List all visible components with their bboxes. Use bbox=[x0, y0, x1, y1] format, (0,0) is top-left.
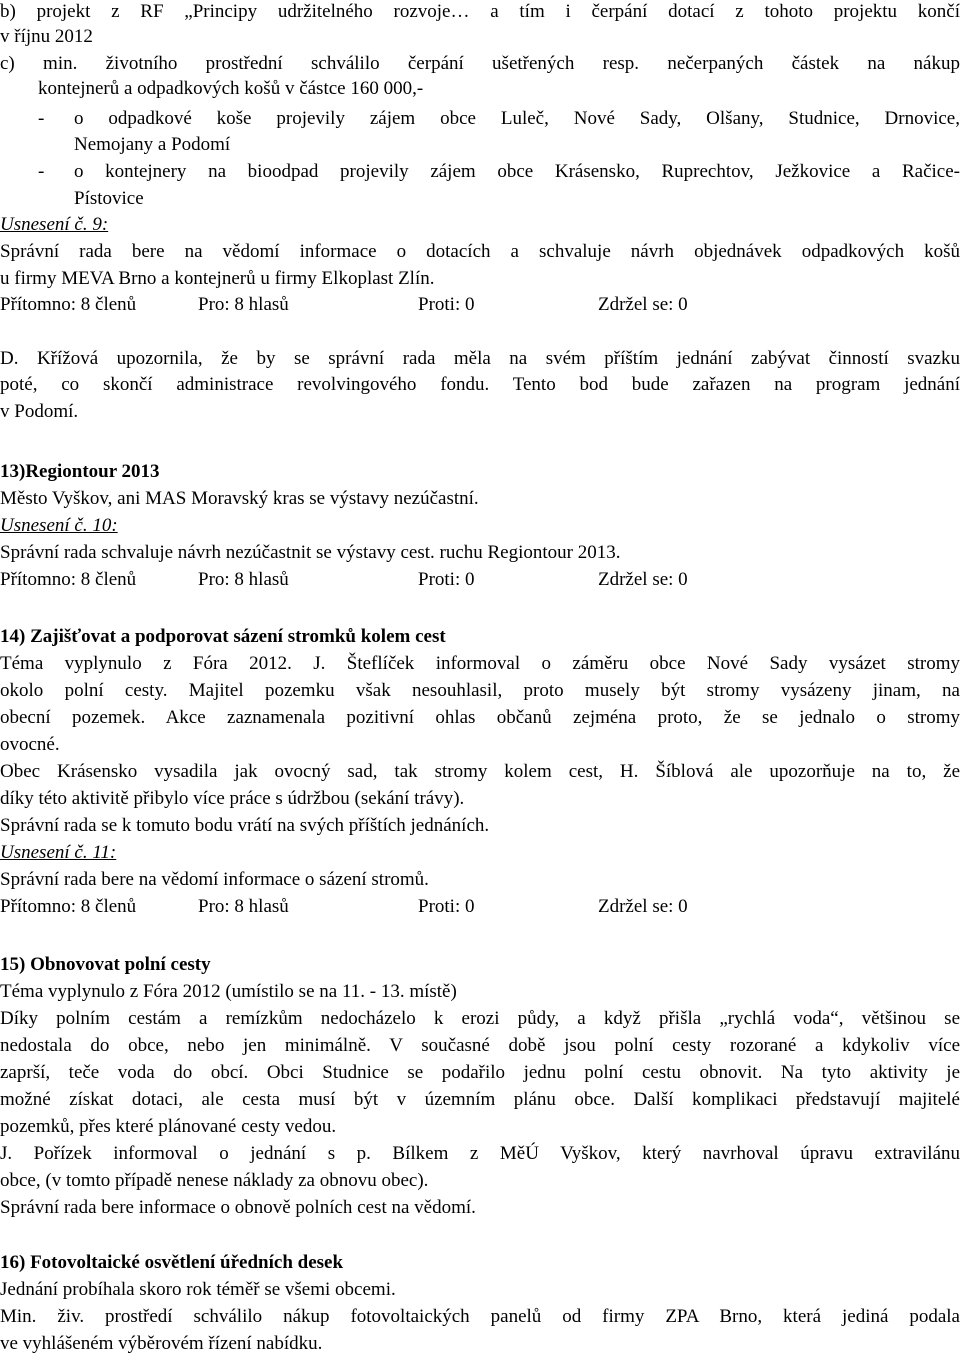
vote-for: Pro: 8 hlasů bbox=[198, 896, 289, 917]
section-14-p2-line-2: díky této aktivitě přibylo více práce s údržbou (sekání trávy). bbox=[0, 788, 465, 809]
vote-present: Přítomno: 8 členů bbox=[0, 294, 137, 315]
item-b-line-2: v říjnu 2012 bbox=[0, 26, 93, 47]
section-16-p2-line-2: ve vyhlášeném výběrovém řízení nabídku. bbox=[0, 1333, 323, 1354]
bullet-1-line-1: o odpadkové koše projevily zájem obce Luleč, Nové Sady, Olšany, Studnice, Drnovice, bbox=[74, 108, 960, 129]
vote-abstain: Zdržel se: 0 bbox=[598, 896, 688, 917]
section-15-p2-line-5: pozemků, přes které plánované cesty vedou. bbox=[0, 1116, 337, 1137]
section-14-p1-line-3: obecní pozemek. Akce zaznamenala pozitivní ohlas občanů zejména proto, že se jednalo o stromy bbox=[0, 707, 960, 728]
section-15-p4: Správní rada bere informace o obnově polních cest na vědomí. bbox=[0, 1197, 476, 1218]
resolution-11-heading: Usnesení č. 11: bbox=[0, 842, 117, 863]
section-13-text: Město Vyškov, ani MAS Moravský kras se výstavy nezúčastní. bbox=[0, 488, 479, 509]
vote-present: Přítomno: 8 členů bbox=[0, 896, 137, 917]
vote-for: Pro: 8 hlasů bbox=[198, 294, 289, 315]
section-15-p2-line-1: Díky polním cestám a remízkům nedocházelo k erozi půdy, a když přišla „rychlá voda“, většinou se bbox=[0, 1008, 960, 1029]
resolution-9-heading: Usnesení č. 9: bbox=[0, 214, 109, 235]
section-16-title: 16) Fotovoltaické osvětlení úředních desek bbox=[0, 1252, 344, 1273]
resolution-9-text-line-1: Správní rada bere na vědomí informace o dotacích a schvaluje návrh objednávek odpadkových košů bbox=[0, 241, 960, 262]
item-c-line-2: kontejnerů a odpadkových košů v částce 160 000,- bbox=[38, 78, 424, 99]
section-15-p2-line-2: nedostala do obce, nebo jen minimálně. V současné době jsou polní cesty rozorané a kdykoliv více bbox=[0, 1035, 960, 1056]
vote-against: Proti: 0 bbox=[418, 896, 475, 917]
bullet-dash-1: - bbox=[38, 108, 45, 129]
section-15-p3-line-2: obce, (v tomto případě nenese náklady za obnovu obec). bbox=[0, 1170, 429, 1191]
bullet-2-line-1: o kontejnery na bioodpad projevily zájem obce Krásensko, Ruprechtov, Ježkovice a Račice- bbox=[74, 161, 960, 182]
section-15-p1: Téma vyplynulo z Fóra 2012 (umístilo se na 11. - 13. místě) bbox=[0, 981, 457, 1002]
section-14-p1-line-1: Téma vyplynulo z Fóra 2012. J. Šteflíček informoval o záměru obce Nové Sady vysázet stromy bbox=[0, 653, 960, 674]
vote-for: Pro: 8 hlasů bbox=[198, 569, 289, 590]
bullet-1-line-2: Nemojany a Podomí bbox=[74, 134, 231, 155]
note-d-line-3: v Podomí. bbox=[0, 401, 79, 422]
vote-against: Proti: 0 bbox=[418, 569, 475, 590]
section-13-title: 13)Regiontour 2013 bbox=[0, 461, 160, 482]
resolution-10-heading: Usnesení č. 10: bbox=[0, 515, 118, 536]
section-15-p3-line-1: J. Pořízek informoval o jednání s p. Bílkem z MěÚ Vyškov, který navrhoval úpravu extravilánu bbox=[0, 1143, 960, 1164]
resolution-11-text: Správní rada bere na vědomí informace o sázení stromů. bbox=[0, 869, 429, 890]
section-14-p1-line-4: ovocné. bbox=[0, 734, 60, 755]
section-16-p2-line-1: Min. živ. prostředí schválilo nákup fotovoltaických panelů od firmy ZPA Brno, která jediná podala bbox=[0, 1306, 960, 1327]
section-14-title: 14) Zajišťovat a podporovat sázení stromků kolem cest bbox=[0, 626, 446, 647]
vote-present: Přítomno: 8 členů bbox=[0, 569, 137, 590]
section-14-p1-line-2: okolo polní cesty. Majitel pozemku však nesouhlasil, proto musely být stromy vysázeny jinam, na bbox=[0, 680, 960, 701]
item-b-line-1: b) projekt z RF „Principy udržitelného rozvoje… a tím i čerpání dotací z tohoto projektu končí bbox=[0, 1, 960, 22]
vote-against: Proti: 0 bbox=[418, 294, 475, 315]
resolution-10-text: Správní rada schvaluje návrh nezúčastnit se výstavy cest. ruchu Regiontour 2013. bbox=[0, 542, 621, 563]
bullet-dash-2: - bbox=[38, 161, 45, 182]
section-15-title: 15) Obnovovat polní cesty bbox=[0, 954, 211, 975]
item-c-line-1: c) min. životního prostřední schválilo čerpání ušetřených resp. nečerpaných částek na nákup bbox=[0, 53, 960, 74]
vote-abstain: Zdržel se: 0 bbox=[598, 569, 688, 590]
section-16-p1: Jednání probíhala skoro rok téměř se všemi obcemi. bbox=[0, 1279, 396, 1300]
note-d-line-2: poté, co skončí administrace revolvingového fondu. Tento bod bude zařazen na program jednání bbox=[0, 374, 960, 395]
bullet-2-line-2: Pístovice bbox=[74, 188, 144, 209]
resolution-9-text-line-2: u firmy MEVA Brno a kontejnerů u firmy Elkoplast Zlín. bbox=[0, 268, 435, 289]
section-15-p2-line-4: možné získat dotaci, ale cesta musí být v územním plánu obce. Další komplikaci představují majitelé bbox=[0, 1089, 960, 1110]
vote-abstain: Zdržel se: 0 bbox=[598, 294, 688, 315]
section-15-p2-line-3: zaprší, teče voda do obcí. Obci Studnice se podařilo jednu polní cestu obnovit. Na tyto aktivity je bbox=[0, 1062, 960, 1083]
note-d-line-1: D. Křížová upozornila, že by se správní rada měla na svém příštím jednání zabývat činností svazku bbox=[0, 348, 960, 369]
section-14-p3: Správní rada se k tomuto bodu vrátí na svých příštích jednáních. bbox=[0, 815, 490, 836]
section-14-p2-line-1: Obec Krásensko vysadila jak ovocný sad, tak stromy kolem cest, H. Šíblová ale upozorňuje na to, že bbox=[0, 761, 960, 782]
